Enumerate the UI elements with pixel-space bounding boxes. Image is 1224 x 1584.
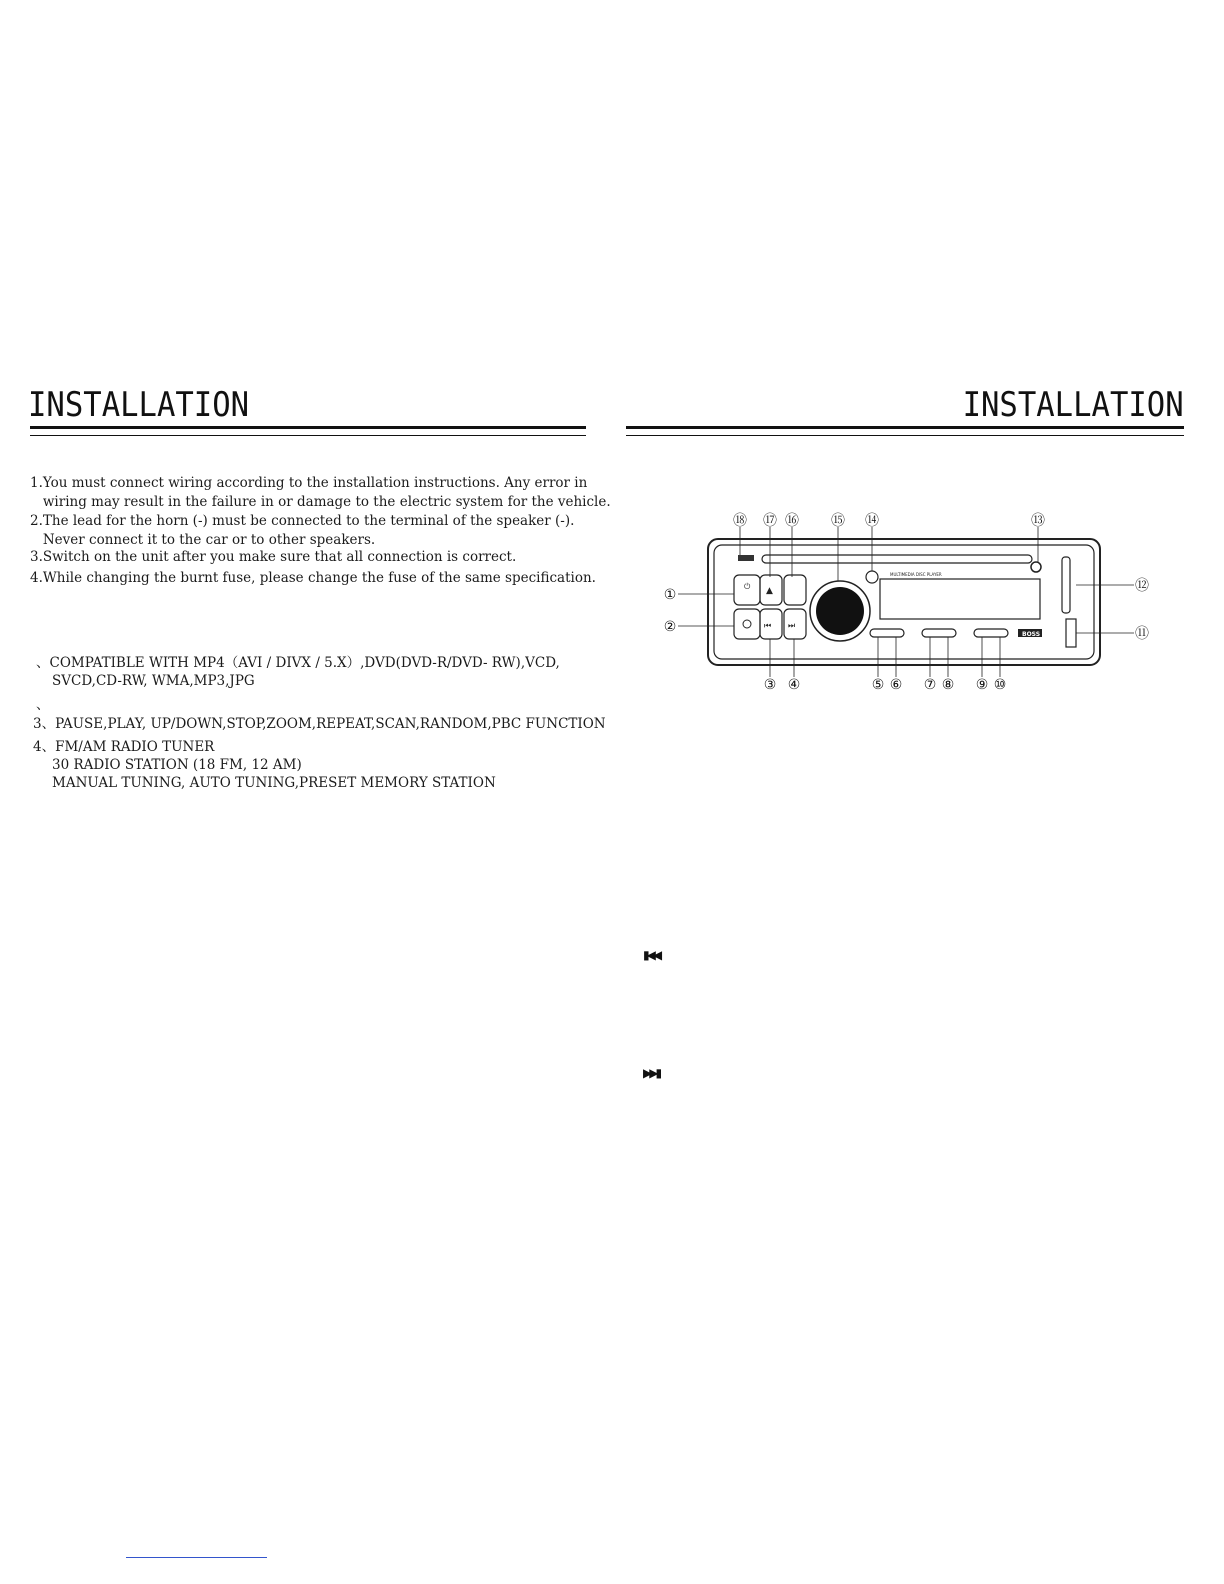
volume-knob[interactable]	[816, 587, 864, 635]
feature-item-2: 、	[36, 697, 50, 713]
callout-7: ⑦	[923, 677, 937, 693]
eject-icon: ▲	[766, 586, 773, 596]
front-panel-diagram	[640, 505, 1160, 695]
callout-1: ①	[663, 587, 677, 603]
aux-jack	[1031, 562, 1041, 572]
housing-outline	[708, 539, 1100, 665]
mode-icon	[743, 620, 751, 628]
page-title-right: INSTALLATION	[962, 385, 1184, 425]
title-rule-left	[30, 426, 586, 436]
feature-item-1: 、COMPATIBLE WITH MP4（AVI / DIVX / 5.X）,DVD(DVD-R/DVD- RW),VCD,	[36, 655, 560, 671]
display-caption: MULTIMEDIA DISC PLAYER	[890, 572, 942, 577]
skip-previous-icon: ⏮	[764, 621, 772, 630]
callout-11: ⑪	[1135, 626, 1149, 642]
slot-label	[738, 555, 754, 561]
skip-previous-icon: ▮◀◀	[643, 948, 660, 962]
callout-13: ⑬	[1031, 513, 1045, 529]
feature-item-4: 4、FM/AM RADIO TUNER	[33, 739, 215, 755]
callout-14: ⑭	[865, 513, 879, 529]
note-line: 3.Switch on the unit after you make sure that all connection is correct.	[30, 549, 517, 565]
callout-6: ⑥	[889, 677, 903, 693]
callout-9: ⑨	[975, 677, 989, 693]
note-line: 4.While changing the burnt fuse, please change the fuse of the same specification.	[30, 570, 596, 586]
callout-16: ⑯	[785, 513, 799, 529]
callout-leaders	[678, 527, 1134, 677]
callout-2: ②	[663, 619, 677, 635]
note-line: wiring may result in the failure in or damage to the electric system for the vehicle.	[30, 494, 611, 510]
footer-link-underline	[126, 1557, 267, 1558]
callout-12: ⑫	[1135, 578, 1149, 594]
sd-card-slot	[1062, 557, 1070, 613]
disc-slot	[762, 555, 1032, 563]
callout-17: ⑰	[763, 513, 777, 529]
preset-button-1-2[interactable]	[870, 629, 904, 637]
preset-button-3-4[interactable]	[922, 629, 956, 637]
skip-next-icon: ⏭	[788, 621, 796, 630]
page-title-left: INSTALLATION	[28, 385, 250, 425]
skip-next-icon: ▶▶▮	[643, 1066, 660, 1080]
back-button[interactable]	[784, 575, 806, 605]
callout-15: ⑮	[831, 513, 845, 529]
callout-3: ③	[763, 677, 777, 693]
ir-sensor	[866, 571, 878, 583]
note-line: Never connect it to the car or to other speakers.	[30, 532, 376, 548]
callout-10: ⑩	[993, 677, 1007, 693]
callout-4: ④	[787, 677, 801, 693]
callout-5: ⑤	[871, 677, 885, 693]
note-line: 2.The lead for the horn (-) must be connected to the terminal of the speaker (-).	[30, 513, 575, 529]
callout-18: ⑱	[733, 513, 747, 529]
note-line: 1.You must connect wiring according to the installation instructions. Any error in	[30, 475, 588, 491]
feature-item-1-cont: SVCD,CD-RW, WMA,MP3,JPG	[52, 673, 255, 689]
mode-button[interactable]	[734, 609, 760, 639]
brand-text: BOSS	[1022, 631, 1041, 638]
usb-port	[1066, 619, 1076, 647]
preset-button-5-6[interactable]	[974, 629, 1008, 637]
feature-item-4-cont: MANUAL TUNING, AUTO TUNING,PRESET MEMORY STATION	[52, 775, 496, 791]
power-icon: ⏻	[744, 582, 751, 591]
callout-8: ⑧	[941, 677, 955, 693]
title-rule-right	[626, 426, 1184, 436]
feature-item-3: 3、PAUSE,PLAY, UP/DOWN,STOP,ZOOM,REPEAT,SCAN,RANDOM,PBC FUNCTION	[33, 716, 606, 732]
feature-item-4-cont: 30 RADIO STATION (18 FM, 12 AM)	[52, 757, 302, 773]
lcd-display	[880, 579, 1040, 619]
